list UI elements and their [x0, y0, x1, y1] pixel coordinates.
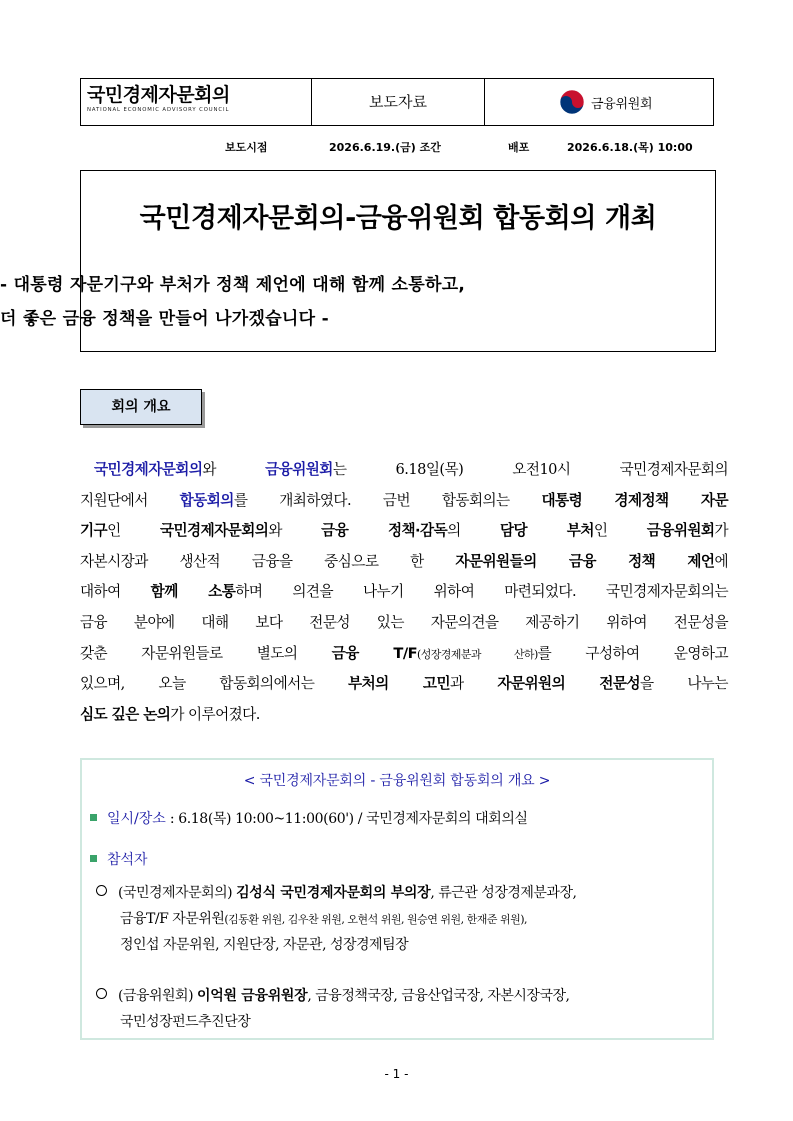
emphasis: 부처의 고민	[348, 675, 451, 693]
text: 있으며, 오늘 합동회의에서는	[80, 675, 349, 693]
text: 인	[107, 522, 160, 540]
para-line: 금융 분야에 대해 보다 전문성 있는 자문의견을 제공하기 위하여 전문성을	[80, 613, 728, 631]
datetime-value: : 6.18(목) 10:00~11:00(60') / 국민경제자문회의 대회의실	[165, 811, 528, 827]
text: 가	[714, 522, 729, 540]
fsc-logo	[559, 88, 652, 116]
text: 대하여	[80, 583, 151, 601]
text: 을 나누는	[640, 675, 728, 693]
emphasis: 심도 깊은 논의	[80, 705, 171, 723]
text: , 금융정책국장, 금융산업국장, 자본시장국장,	[307, 988, 570, 1004]
text: 지원단에서	[80, 491, 180, 509]
header-divider	[484, 79, 485, 125]
para-line	[80, 700, 728, 731]
text: 하며 의견을 나누기 위하여 마련되었다. 국민경제자문회의는	[235, 583, 728, 601]
page-title: 국민경제자문회의-금융위원회 합동회의 개최	[139, 203, 657, 234]
text: 의	[447, 522, 500, 540]
emphasis: 대통령 경제정책 자문	[541, 491, 728, 509]
text: 인	[593, 522, 647, 540]
emphasis: 금융 T/F	[331, 644, 418, 662]
subtitle-line-2: 더 좋은 금융 정책을 만들어 나가겠습니다 -	[0, 309, 329, 329]
para-line	[80, 516, 728, 547]
text: 와	[268, 522, 322, 540]
attendee-line	[96, 906, 576, 932]
attendees-bullet	[90, 849, 148, 869]
text: 가 이루어졌다.	[170, 705, 260, 723]
emphasis: 금융 정책·감독	[321, 522, 448, 540]
embargo-value: 2026.6.19.(금) 조간	[329, 141, 441, 154]
attendee-line	[96, 880, 576, 906]
emphasis: 함께 소통	[150, 583, 236, 601]
doc-type: 보도자료	[369, 93, 427, 111]
emphasis: 자문위원의 전문성	[497, 675, 640, 693]
taegeuk-emblem-icon	[559, 89, 585, 115]
datetime-bullet	[90, 808, 528, 828]
text: 과	[450, 675, 498, 693]
para-line	[80, 577, 728, 608]
text: 에	[714, 552, 728, 570]
text: , 류근관 성장경제분과장,	[430, 885, 577, 901]
text: 갖춘 자문위원들로 별도의	[80, 644, 332, 662]
page-number: - 1 -	[384, 1067, 409, 1081]
neac-logo	[87, 84, 287, 120]
embargo-label: 보도시점	[225, 141, 268, 154]
text: (금융위원회)	[118, 988, 197, 1004]
fsc-logo-text: 금융위원회	[591, 96, 653, 112]
highlight: 합동회의	[179, 491, 234, 509]
circle-bullet-icon	[96, 988, 107, 999]
attendees-label: 참석자	[107, 852, 148, 868]
para-line	[80, 669, 728, 700]
emphasis: 기구	[80, 522, 108, 540]
text: 를 구성하여 운영하고	[537, 644, 729, 662]
distribution-label: 배포	[508, 141, 530, 154]
note: (성장경제분과 산하)	[417, 647, 538, 661]
emphasis: 금융위원회	[646, 522, 715, 540]
press-header	[80, 78, 714, 126]
section-heading: 회의 개요	[80, 389, 202, 425]
text: 금융T/F 자문위원	[120, 911, 225, 927]
para-line	[80, 547, 728, 578]
square-bullet-icon	[90, 855, 97, 862]
emphasis: 이억원 금융위원장	[197, 988, 308, 1004]
para-line	[80, 486, 728, 517]
org-name: 국민경제자문회의	[94, 461, 203, 478]
circle-bullet-icon	[96, 885, 107, 896]
distribution-value: 2026.6.18.(목) 10:00	[567, 141, 693, 154]
neac-logo-subtext: NATIONAL ECONOMIC ADVISORY COUNCIL	[87, 107, 230, 113]
attendee-line	[96, 983, 569, 1009]
subtitle-line-1: - 대통령 자문기구와 부처가 정책 제언에 대해 함께 소통하고,	[0, 275, 466, 295]
attendee-group-neac	[96, 880, 576, 958]
attendee-line: 국민성장펀드추진단장	[120, 1014, 251, 1030]
text: 와	[202, 461, 266, 478]
datetime-label: 일시/장소	[107, 811, 166, 827]
overview-title: < 국민경제자문회의 - 금융위원회 합동회의 개요 >	[243, 773, 551, 789]
square-bullet-icon	[90, 814, 97, 821]
org-name: 금융위원회	[265, 461, 333, 478]
emphasis: 자문위원들의 금융 정책 제언	[455, 552, 715, 570]
text: 를 개최하였다. 금번 합동회의는	[233, 491, 542, 509]
attendee-group-fsc	[96, 983, 569, 1035]
release-info	[0, 137, 793, 157]
attendee-line: 정인섭 자문위원, 지원단장, 자문관, 성장경제팀장	[120, 937, 409, 953]
neac-logo-text: 국민경제자문회의	[87, 84, 230, 106]
emphasis: 담당 부처	[499, 522, 594, 540]
text: 자본시장과 생산적 금융을 중심으로 한	[80, 552, 456, 570]
text: 는 6.18일(목) 오전10시 국민경제자문회의	[332, 461, 728, 478]
emphasis: 김성식 국민경제자문회의 부의장	[236, 885, 431, 901]
text: (국민경제자문회의)	[118, 885, 237, 901]
note: (김동환 위원, 김우찬 위원, 오현석 위원, 원승연 위원, 한재준 위원),	[224, 913, 528, 926]
body-paragraph	[80, 455, 728, 730]
para-line	[80, 639, 728, 670]
para-line	[80, 455, 728, 486]
emphasis: 국민경제자문회의	[159, 522, 269, 540]
